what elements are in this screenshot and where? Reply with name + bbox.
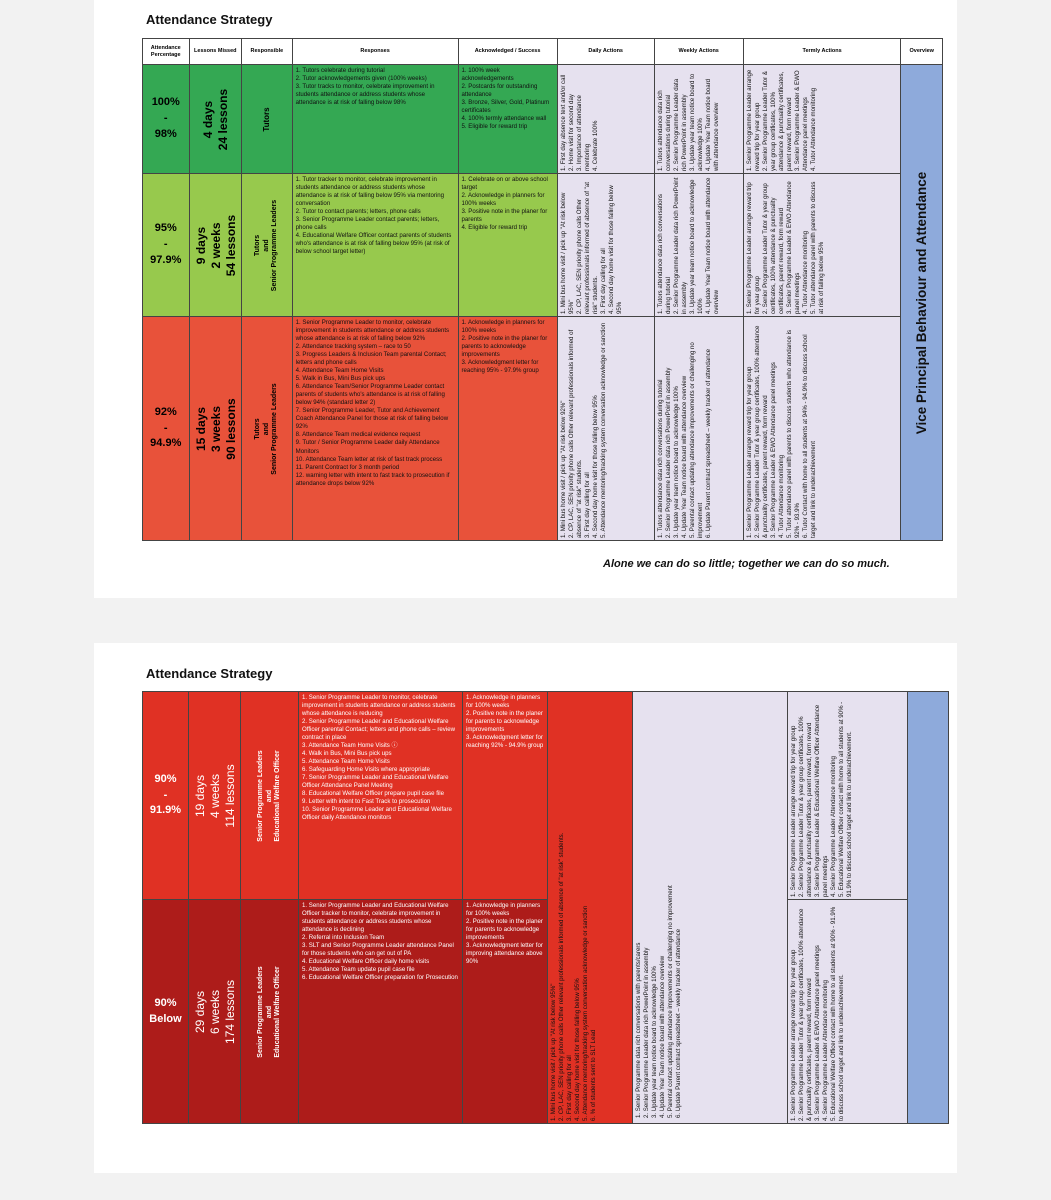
- responses-cell: [292, 174, 458, 317]
- list-item: 4. Tutor Attendance monitoring: [777, 455, 785, 538]
- list-item: 4. Update Year Team notice board with attendance overview: [680, 375, 688, 538]
- list-item: 9. Letter with intent to Fast Track to prosecution: [302, 798, 431, 806]
- list-item: 3. Update year team notice board to acknowledge 100%: [688, 179, 704, 314]
- list-item: 1. Senior Programme Leader to monitor, celebrate improvement in students attendance or address students whose attendance is reducing: [302, 694, 456, 718]
- list-item: 1. Tutor tracker to monitor, celebrate improvement in students attendance or address students whose attendance is at risk of falling below 95% via mentoring conversation: [295, 176, 445, 208]
- daily-list: [548, 692, 600, 1124]
- list-item: 3. Update year team notice board to acknowledge 100%: [688, 73, 704, 171]
- list-item: 2. Senior Programme Leader Tutor & year group certificates, 100% attendance & punctuality certificates, parent reward, form reward: [753, 325, 769, 538]
- list-item: 4. Senior Programme Leader Attendance monitoring: [830, 756, 838, 897]
- daily-cell: [548, 692, 633, 1124]
- list-item: 3. Progress Leaders & Inclusion Team parental Contact; letters and phone calls: [295, 351, 447, 367]
- list-item: 1. Senior Programme Leader arrange reward trip for year group: [790, 949, 797, 1121]
- list-item: 3. Senior Programme Leader & EWO Attendance panel meetings: [814, 945, 822, 1121]
- list-item: 4. Eligible for reward trip: [461, 224, 528, 232]
- pct-line: 98%: [154, 127, 177, 140]
- list-item: 2. Senior Programme Leader data rich PowerPoint in assembly: [672, 177, 688, 314]
- list-item: 1. Senior Programme Leader and Educational Welfare Officer tracker to monitor, celebrate improvement in students attendance or address students whose attendance is declining: [302, 902, 449, 934]
- pct-line: 90%: [154, 772, 177, 785]
- document-page-2: [94, 643, 957, 1173]
- list-item: 2. Senior Programme Leader Tutor & year group certificates, 100% attendance & punctuality certificates, parent reward, form reward: [761, 183, 785, 314]
- list-item: 3. Update year team notice board to acknowledge 100%: [672, 386, 680, 538]
- list-item: 3. Bronze, Silver, Gold, Platinum certificates: [461, 99, 550, 115]
- list-item: 1. Senior Programme Leader arrange reward trip for year group: [745, 69, 761, 171]
- pct-line: -: [163, 788, 168, 801]
- list-item: 11. Parent Contract for 3 month period: [295, 463, 400, 471]
- weekly-cell: [654, 174, 743, 317]
- list-item: 2. Attendance tracking system – race to 50: [295, 343, 411, 351]
- list-item: 3. Acknowledgment letter for reaching 95% - 97.9% group: [461, 359, 539, 375]
- list-item: 5. Attendance mentoring/tracking system conversation acknowledge or sanction: [582, 905, 590, 1121]
- list-item: 2. CP, LAC, SEN priority phone calls Other relevant professionals informed of absence of "at risk" students.: [558, 832, 566, 1121]
- list-item: 1. Acknowledge in planners for 100% weeks: [466, 694, 541, 710]
- percentage-cell: [143, 174, 190, 317]
- list-item: 12. warning letter with intent to fast track to prosecution if attendance drops below 92%: [295, 471, 450, 487]
- termly-cell: [788, 900, 908, 1124]
- responsible-line: and: [265, 789, 273, 803]
- list-item: 1. Tutors attendance data rich conversations during tutorial: [656, 90, 672, 171]
- header-percentage: Attendance Percentage: [143, 39, 190, 65]
- list-item: 2. Positive note in the planer for parents to acknowledge improvements: [466, 918, 543, 942]
- list-item: 3. Importance of attendance mentoring: [575, 95, 591, 171]
- list-item: 2. CP, LAC, SEN priority phone calls Other relevant professionals informed of absence of "at risk" students.: [575, 182, 599, 314]
- header-weekly: Weekly Actions: [654, 39, 743, 65]
- ack-list: [459, 317, 557, 377]
- list-item: 7. Senior Programme Leader, Tutor and Achievement Coach Attendance Panel for those at risk of falling below 92%: [295, 407, 449, 431]
- missed-line: 3 weeks: [208, 405, 223, 453]
- missed-line: 174 lessons: [222, 979, 237, 1045]
- missed-line: 6 weeks: [207, 990, 222, 1035]
- responsible-line: Senior Programme Leaders: [256, 750, 264, 842]
- list-item: 2. Tutor to contact parents; letters, phone calls: [295, 208, 421, 216]
- percentage-cell: [143, 65, 190, 174]
- missed-cell: [189, 900, 241, 1124]
- list-item: 5. Educational Welfare Officer contact with home to all students at 90% - 91.9% to discuss school target and link to underachievement.: [838, 701, 854, 897]
- list-item: 4. Second day home visit for those falling below 95%: [607, 185, 623, 314]
- list-item: 4. Educational Welfare Officer contact parents of students who's attendance is at risk of falling below 95% (at risk of below school target letter): [295, 232, 452, 256]
- missed-line: 4 weeks: [207, 773, 222, 819]
- termly-list: [744, 65, 820, 174]
- pct-line: -: [163, 421, 168, 434]
- list-item: 10. Attendance Team letter at risk of fast track process: [295, 455, 443, 463]
- responses-cell: [299, 692, 463, 900]
- termly-cell: [743, 65, 901, 174]
- responsible-cell: [241, 900, 299, 1124]
- page-title: Attendance Strategy: [146, 666, 273, 681]
- responsible-line: Educational Welfare Officer: [274, 966, 282, 1058]
- header-termly: Termly Actions: [743, 39, 901, 65]
- responses-cell: [292, 65, 458, 174]
- list-item: 8. Educational Welfare Officer prepare pupil case file: [302, 790, 445, 798]
- responsible-cell: [242, 65, 293, 174]
- missed-cell: [189, 317, 242, 541]
- ack-cell: [463, 692, 548, 900]
- pct-line: -: [163, 112, 168, 125]
- daily-cell: [557, 174, 654, 317]
- band-row: [143, 900, 949, 1124]
- weekly-cell: [633, 692, 788, 1124]
- daily-list: [558, 174, 626, 317]
- list-item: 3. Senior Programme Leader & Educational Welfare Officer Attendance panel meetings: [814, 704, 830, 897]
- termly-cell: [788, 692, 908, 900]
- list-item: 3. Senior Programme Leader contact parents; letters, phone calls: [295, 216, 440, 232]
- list-item: 2. Positive note in the planer for parents to acknowledge improvements: [461, 335, 548, 359]
- list-item: 5. Parental contact updating attendance improvements or challenging no improvement: [667, 885, 675, 1118]
- ack-cell: [458, 317, 557, 541]
- list-item: 9. Tutor / Senior Programme Leader daily Attendance Monitors: [295, 439, 440, 455]
- list-item: 3. SLT and Senior Programme Leader attendance Panel for those students who can get out of PA: [302, 942, 454, 958]
- missed-line: 54 lessons: [223, 214, 238, 277]
- list-item: 3. Update year team notice board to acknowledge 100%: [651, 966, 659, 1118]
- percentage-value: [143, 95, 189, 143]
- responsible-cell: [242, 174, 293, 317]
- list-item: 6. Educational Welfare Officer preparation for Prosecution: [302, 974, 458, 982]
- list-item: 2. Senior Programme Leader Tutor & year group certificates, 100% attendance & punctuality certificates, parent reward, form reward: [761, 71, 793, 171]
- list-item: 2. Senior Programme Leader data rich PowerPoint in assembly: [643, 947, 651, 1118]
- list-item: 2. Senior Programme Leader Tutor & year group certificates, 100% attendance & punctuality certificates, parent reward, form reward: [798, 908, 814, 1121]
- list-item: 3. Senior Programme Leader & EWO Attendance panel meetings: [769, 362, 777, 538]
- weekly-list: [655, 174, 723, 317]
- termly-cell: [743, 174, 901, 317]
- list-item: 1. Acknowledge in planners for 100% weeks: [461, 319, 545, 335]
- list-item: 5. Parental contact updating attendance improvements or challenging no improvement: [688, 342, 704, 538]
- list-item: 5. Tutor attendance panel with parents to discuss at risk of falling below 95%: [809, 181, 825, 314]
- weekly-cell: [654, 317, 743, 541]
- responses-cell: [299, 900, 463, 1124]
- header-row: [143, 39, 943, 65]
- termly-cell: [743, 317, 901, 541]
- missed-line: 29 days: [192, 991, 207, 1034]
- list-item: 1. Senior Programme data rich conversations with parents/carers: [635, 942, 642, 1118]
- list-item: 1. Tutors attendance data rich conversations during tutorial: [656, 194, 672, 314]
- missed-line: 4 days: [200, 100, 215, 139]
- list-item: 4. Second day home visit for those falling below 95%: [574, 978, 582, 1121]
- responses-list: [293, 174, 458, 258]
- list-item: 2. Senior Programme Leader data rich PowerPoint in assembly: [672, 78, 688, 171]
- list-item: 2. Home visit for second day: [567, 94, 575, 171]
- pct-line: 94.9%: [150, 437, 182, 450]
- missed-line: 9 days: [193, 226, 208, 265]
- ack-cell: [458, 65, 557, 174]
- list-item: 7. Senior Programme Leader and Educational Welfare Officer Attendance Panel Meeting: [302, 774, 449, 790]
- list-item: 4. Senior Programme Leader Attendance monitoring: [822, 980, 830, 1121]
- list-item: 1. Senior Programme Leader arrange reward trip for year group: [745, 366, 753, 538]
- weekly-list: [655, 317, 715, 541]
- list-item: 3. Attendance Team Home Visits ⓘ: [302, 742, 398, 750]
- responsible-line: and: [265, 1005, 273, 1019]
- responses-list: [299, 692, 462, 825]
- responsible-line: Educational Welfare Officer: [274, 750, 282, 842]
- pct-line: Below: [149, 1012, 182, 1025]
- list-item: 3. Senior Programme Leader & EWO Attendance panel meetings: [785, 181, 801, 314]
- list-item: 6. Attendance Team/Senior Programme Leader contact parents of students who's attendance is at risk of falling below 94% (standard letter 2): [295, 383, 445, 407]
- list-item: 1. Senior Programme Leader arrange reward trip for year group: [790, 725, 797, 897]
- ack-list: [463, 900, 547, 968]
- list-item: 1. Mini bus home visit / pick up "At risk below 95%": [559, 192, 575, 314]
- responsible-line: Senior Programme Leaders: [256, 966, 264, 1058]
- responsible-line: Tutors: [253, 234, 261, 257]
- percentage-cell: [143, 900, 189, 1124]
- motto-text: Alone we can do so little; together we can do so much.: [603, 558, 890, 570]
- list-item: 4. Update Year Team notice board with attendance overview: [704, 177, 720, 314]
- overview-cell: [901, 65, 943, 541]
- list-item: 2. Referral into Inclusion Team: [302, 934, 385, 942]
- ack-list: [459, 65, 557, 133]
- pct-line: 95%: [154, 222, 177, 235]
- pct-line: 90%: [154, 996, 177, 1009]
- missed-line: 90 lessons: [223, 398, 238, 460]
- list-item: 2. Acknowledge in planners for 100% weeks: [461, 192, 545, 208]
- band-row: [143, 692, 949, 900]
- pct-line: 91.9%: [149, 804, 182, 817]
- responses-cell: [292, 317, 458, 541]
- termly-list: [788, 900, 848, 1124]
- missed-line: 15 days: [193, 406, 208, 452]
- missed-line: 2 weeks: [208, 222, 223, 269]
- list-item: 6. Update Parent contract spreadsheet – weekly tracker of attendance: [675, 928, 683, 1118]
- list-item: 2. Senior Programme Leader and Educational Welfare Officer parental Contact; letters and phone calls – review contract in place: [302, 718, 455, 742]
- list-item: 5. Attendance Team update pupil case file: [302, 966, 415, 974]
- responses-list: [299, 900, 462, 984]
- list-item: 1. 100% week acknowledgements: [461, 67, 514, 83]
- strategy-table: [142, 38, 943, 541]
- list-item: 1. First day absence text and/or call: [559, 74, 567, 171]
- header-daily: Daily Actions: [557, 39, 654, 65]
- pct-line: 100%: [151, 96, 180, 109]
- list-item: 4. Celebrate 100%: [591, 120, 599, 171]
- header-overview: Overview: [901, 39, 943, 65]
- termly-list: [744, 317, 820, 541]
- header-missed: Lessons Missed: [189, 39, 242, 65]
- list-item: 5. Eligible for reward trip: [461, 123, 528, 131]
- responsible-line: Senior Programme Leaders: [271, 199, 279, 292]
- responses-list: [293, 317, 458, 490]
- list-item: 1. Tutors attendance data rich conversations during tutorial: [656, 379, 664, 538]
- document-page-1: [94, 0, 957, 598]
- weekly-cell: [654, 65, 743, 174]
- percentage-cell: [143, 692, 189, 900]
- list-item: 2. CP, LAC, SEN priority phone calls Other relevant professionals informed of absence of "at risk" students.: [567, 329, 583, 538]
- weekly-list: [655, 65, 723, 174]
- responses-list: [293, 65, 458, 109]
- band-row: [143, 65, 943, 174]
- termly-list: [788, 692, 856, 900]
- ack-cell: [458, 174, 557, 317]
- list-item: 4. Educational Welfare Officer daily home visits: [302, 958, 430, 966]
- missed-cell: [189, 692, 241, 900]
- ack-list: [459, 174, 557, 234]
- list-item: 3. Tutor tracks to monitor, celebrate improvement in students attendance or address students whose attendance is at risk of falling below 98%: [295, 83, 435, 107]
- header-acknowledged: Acknowledged / Success: [458, 39, 557, 65]
- pct-line: 92%: [154, 405, 177, 418]
- ack-list: [463, 692, 547, 752]
- missed-cell: [189, 174, 242, 317]
- responsible-line: Senior Programme Leaders: [271, 383, 279, 475]
- missed-line: 114 lessons: [222, 764, 237, 828]
- missed-line: 19 days: [192, 774, 207, 818]
- list-item: 4. Second day home visit for those falling below 95%: [591, 395, 599, 538]
- missed-cell: [189, 65, 242, 174]
- daily-list: [558, 317, 610, 541]
- list-item: 5. Attendance Team Home Visits: [302, 758, 390, 766]
- strategy-table: [142, 691, 949, 1124]
- list-item: 2. Postcards for outstanding attendance: [461, 83, 538, 99]
- list-item: 6. % of students sent to SLT Lead: [590, 1029, 598, 1121]
- list-item: 4. Tutor Attendance monitoring: [801, 231, 809, 314]
- termly-list: [744, 174, 828, 317]
- list-item: 1. Acknowledge in planners for 100% weeks: [466, 902, 541, 918]
- weekly-list: [633, 692, 685, 1124]
- list-item: 3. First day calling for all: [583, 472, 591, 538]
- list-item: 2. Positive note in the planer for parents to acknowledge improvements: [466, 710, 543, 734]
- list-item: 5. Walk in Bus, Mini Bus pick ups: [295, 375, 386, 383]
- band-row: [143, 174, 943, 317]
- list-item: 6. Update Parent contract spreadsheet – weekly tracker of attendance: [704, 348, 712, 538]
- list-item: 4. 100% termly attendance wall: [461, 115, 547, 123]
- responsible-line: and: [262, 422, 270, 436]
- page-title: Attendance Strategy: [146, 12, 273, 27]
- responsible-line: and: [262, 239, 270, 252]
- list-item: 1. Tutors celebrate during tutorial: [295, 67, 385, 74]
- list-item: 4. Update Year Team notice board with attendance overview: [704, 78, 720, 171]
- list-item: 2. Senior Programme Leader data rich PowerPoint in assembly: [664, 367, 672, 538]
- list-item: 4. Walk in Bus, Mini Bus pick ups: [302, 750, 392, 758]
- header-responsible: Responsible: [242, 39, 293, 65]
- list-item: 5. Tutor attendance panel with parents to discuss students who attendance is 92% - 93.9%: [785, 330, 801, 538]
- list-item: 3. Positive note in the planer for parents: [461, 208, 548, 224]
- missed-line: 24 lessons: [215, 88, 230, 151]
- list-item: 10. Senior Programme Leader and Educational Welfare Officer daily Attendance monitors: [302, 806, 452, 822]
- list-item: 2. Senior Programme Leader Tutor & year group certificates, 100% attendance & punctuality certificates, parent reward, form reward: [798, 716, 814, 897]
- list-item: 4. Attendance Team Home Visits: [295, 367, 384, 375]
- overview-cell: [908, 692, 949, 1124]
- list-item: 1. Celebrate on or above school target: [461, 176, 548, 192]
- list-item: 4. Tutor Attendance monitoring: [809, 88, 817, 171]
- list-item: 8. Attendance Team medical evidence request: [295, 431, 421, 439]
- responsible-cell: [241, 692, 299, 900]
- list-item: 3. Acknowledgment letter for reaching 92% - 94.9% group: [466, 734, 544, 750]
- ack-cell: [463, 900, 548, 1124]
- header-responses: Responses: [292, 39, 458, 65]
- pct-line: 97.9%: [150, 253, 182, 266]
- list-item: 2. Tutor acknowledgements given (100% weeks): [295, 75, 427, 83]
- list-item: 1. Mini bus home visit / pick up "At risk below 95%": [550, 983, 557, 1121]
- list-item: 3. First day calling for all: [599, 248, 607, 314]
- list-item: 1. Mini bus home visit / pick up "At risk below 92%": [559, 400, 567, 538]
- list-item: 6. Tutor Contact with home to all students at 94% - 94.9% to discuss school target and link to underachievement: [801, 334, 817, 538]
- list-item: 3. First day calling for all: [566, 1055, 574, 1121]
- responsible-line: Tutors: [262, 107, 272, 132]
- list-item: 4. Update Year Team notice board with attendance overview: [659, 955, 667, 1118]
- band-row: [143, 317, 943, 541]
- list-item: 6. Safeguarding Home Visits where appropriate: [302, 766, 430, 774]
- percentage-cell: [143, 317, 190, 541]
- list-item: 5. Educational Welfare Officer contact with home to all students at 90% - 91.9% to discuss school target and link to underachievement.: [830, 906, 846, 1121]
- list-item: 5. Attendance mentoring/tracking system conversation acknowledge or sanction: [599, 322, 607, 538]
- daily-cell: [557, 317, 654, 541]
- responsible-cell: [242, 317, 293, 541]
- list-item: 3. Acknowledgment letter for improving attendance above 90%: [466, 942, 543, 966]
- daily-list: [558, 65, 602, 174]
- overview-label: Vice Principal Behaviour and Attendance: [914, 171, 930, 435]
- responsible-line: Tutors: [253, 418, 261, 440]
- pct-line: -: [163, 238, 168, 251]
- list-item: 1. Senior Programme Leader arrange reward trip for year group: [745, 182, 761, 314]
- daily-cell: [557, 65, 654, 174]
- list-item: 1. Senior Programme Leader to monitor, celebrate improvement in students attendance or address students whose attendance is at risk of falling below 92%: [295, 319, 450, 343]
- list-item: 3. Senior Programme Leader & EWO Attendance panel meetings: [793, 70, 809, 171]
